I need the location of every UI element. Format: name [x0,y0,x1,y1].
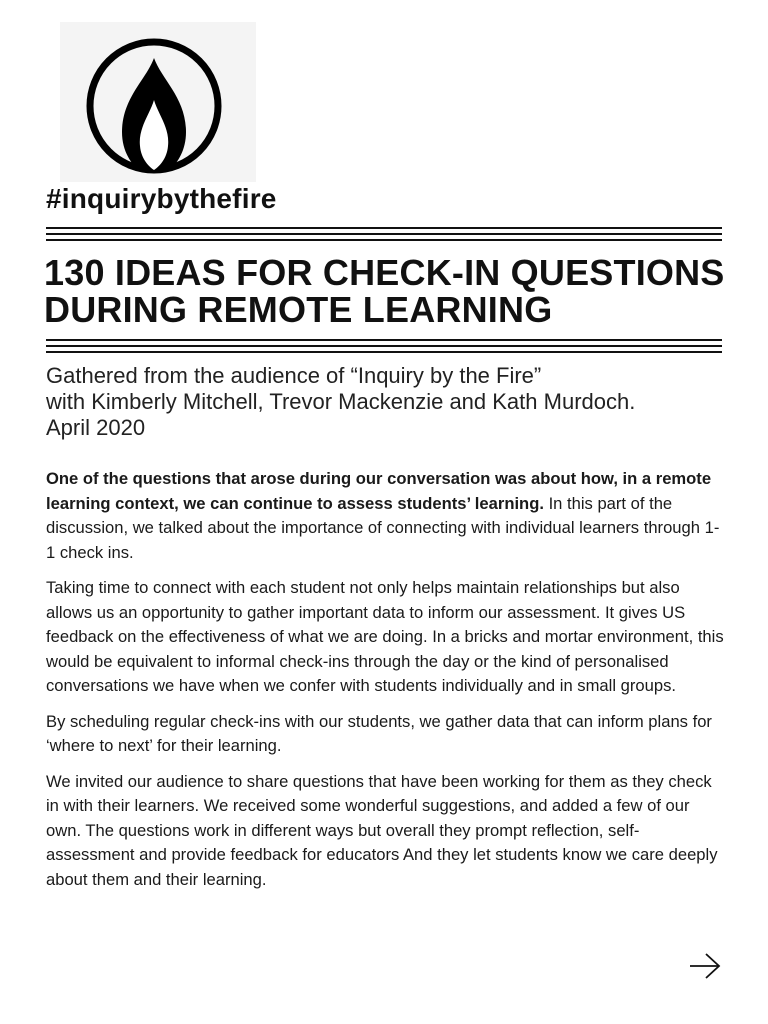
paragraph-2: Taking time to connect with each student not only helps maintain relationships but also allows us an opportunity to gather important data to inform our assessment. It gives US feedback on the effectiveness of what we are doing. In a bricks and mortar environment, this would be equivalent to informal check-ins through the day or the kind of personalised conversations we have when we confer with students individually and in small groups. [46,578,724,695]
title-line-2: DURING REMOTE LEARNING [44,289,553,330]
bottom-divider [46,339,722,357]
flame-in-circle-icon [78,36,230,176]
page-title [44,254,725,328]
subtitle-line-3: April 2020 [46,415,146,440]
brand-hashtag: #inquirybythefire [46,183,277,214]
title-line-1: 130 IDEAS FOR CHECK-IN QUESTIONS [44,252,725,293]
paragraph-1-rest: In this part of the discussion, we talked about the importance of connecting with individual learners through 1-1 check ins. [46,493,720,562]
paragraph-1-lead: One of the questions that arose during our conversation was about how, in a remote learning context, we can continue to assess students’ learning. [46,469,712,513]
body-text [46,467,726,903]
arrow-right-icon[interactable] [688,952,722,980]
paragraph-3: By scheduling regular check-ins with our students, we gather data that can inform plans for ‘where to next’ for their learning. [46,711,712,755]
subtitle-line-1: Gathered from the audience of “Inquiry by the Fire” [46,363,542,388]
paragraph-4: We invited our audience to share questions that have been working for them as they check in with their learners. We received some wonderful suggestions, and added a few of our own. The questions work in different ways but overall they prompt reflection, self-assessment and provide feedback for educators And they let students know we care deeply about them and their learning. [46,771,718,889]
subtitle [46,363,635,441]
subtitle-line-2: with Kimberly Mitchell, Trevor Mackenzie and Kath Murdoch. [46,389,636,414]
top-divider [46,227,722,245]
paragraph-1 [46,467,726,565]
